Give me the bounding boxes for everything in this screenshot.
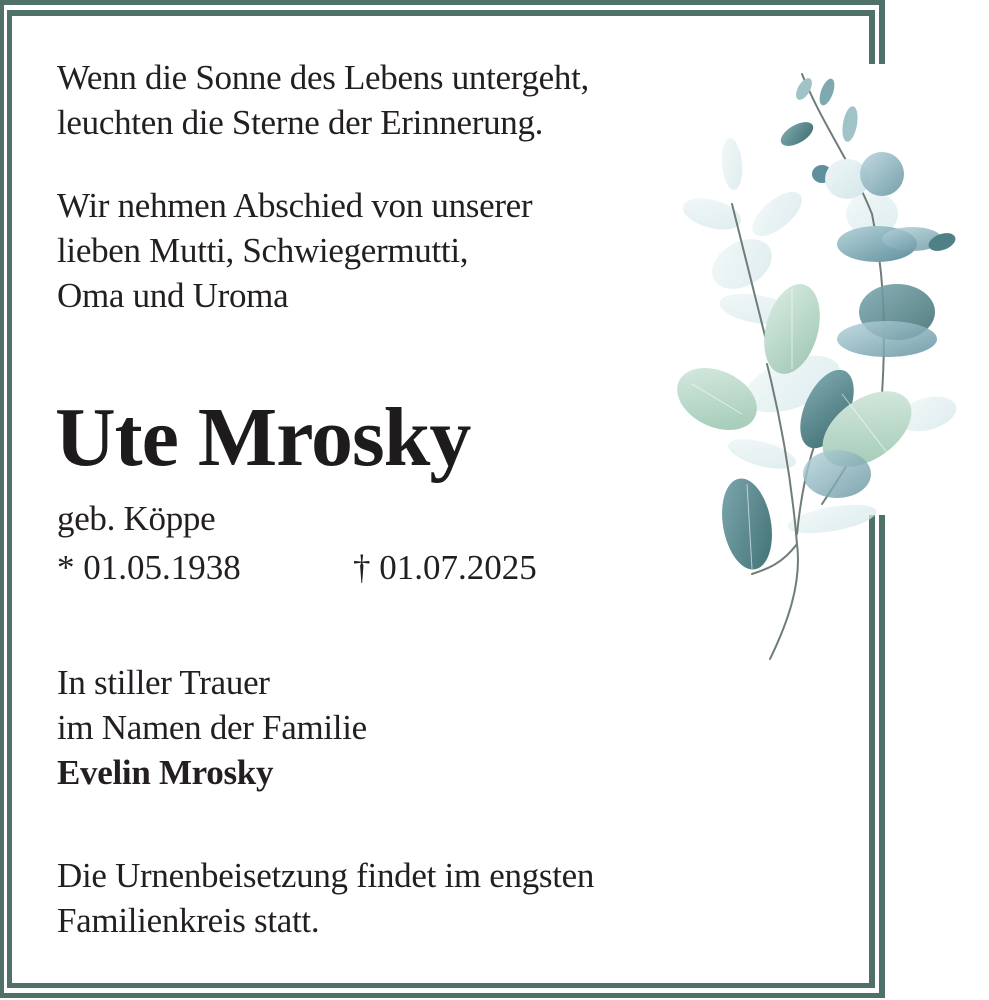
frame-inner-bottom: [7, 983, 875, 988]
maiden-name-text: geb. Köppe: [57, 499, 216, 538]
birth-date: * 01.05.1938: [57, 548, 241, 587]
notice-line: Familienkreis statt.: [57, 901, 320, 940]
verse-line: Wenn die Sonne des Lebens untergeht,: [57, 58, 589, 97]
mourning-block: [57, 660, 367, 795]
burial-notice: [57, 853, 594, 943]
verse-line: leuchten die Sterne der Erinnerung.: [57, 103, 544, 142]
deceased-name: Ute Mrosky: [55, 391, 471, 484]
intro-line: Oma und Uroma: [57, 276, 289, 315]
intro-line: lieben Mutti, Schwiegermutti,: [57, 231, 469, 270]
intro-line: Wir nehmen Abschied von unserer: [57, 186, 533, 225]
frame-inner-right-top: [869, 10, 875, 64]
maiden-name: [57, 496, 215, 541]
mourning-line: In stiller Trauer: [57, 663, 270, 702]
frame-inner-top: [7, 10, 875, 16]
frame-outer-left: [0, 0, 4, 998]
signatory-name: Evelin Mrosky: [57, 753, 274, 792]
verse: [57, 55, 589, 145]
frame-inner-left: [7, 10, 12, 988]
farewell-intro: [57, 183, 532, 318]
frame-outer-top: [0, 0, 885, 5]
death-date: † 01.07.2025: [353, 548, 537, 587]
frame-outer-right-top: [879, 0, 885, 64]
notice-line: Die Urnenbeisetzung findet im engsten: [57, 856, 595, 895]
life-dates: [57, 545, 537, 590]
frame-outer-bottom: [0, 993, 885, 998]
mourning-line: im Namen der Familie: [57, 708, 367, 747]
eucalyptus-branch-icon: [672, 64, 972, 664]
